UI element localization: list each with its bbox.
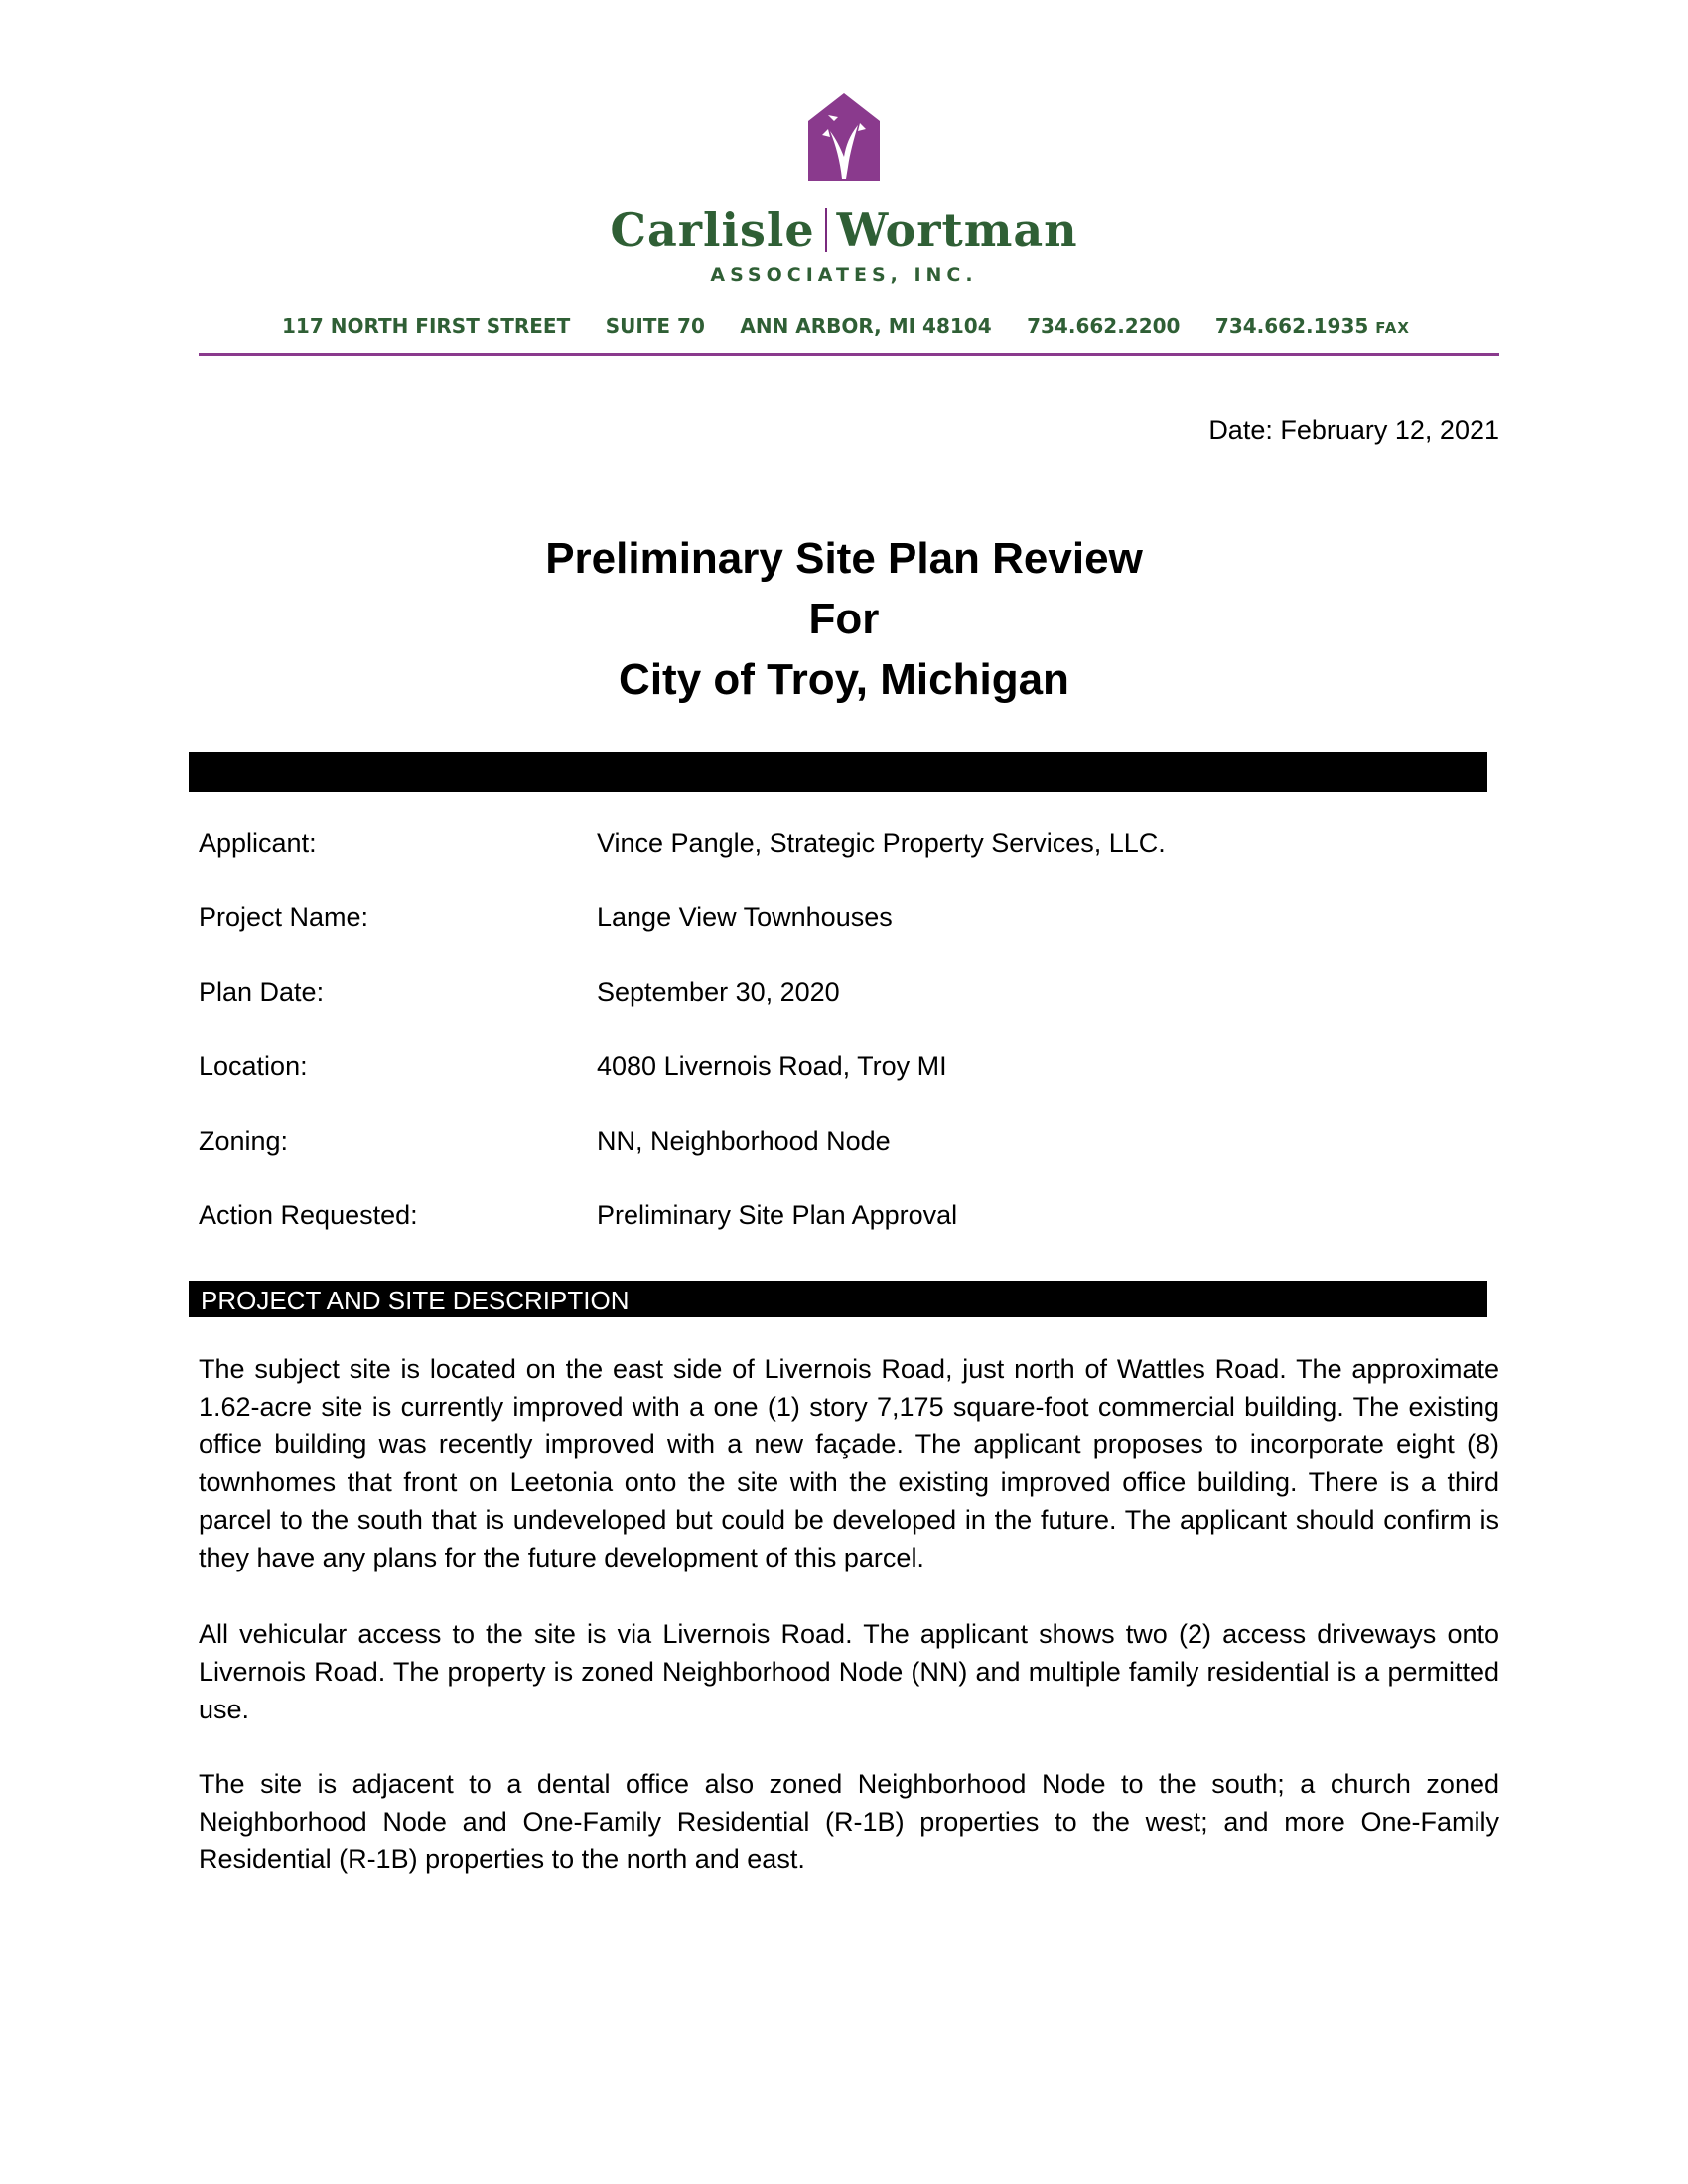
address-fax [1215,314,1410,338]
brand-divider [825,208,827,252]
header-divider-bar [189,752,1487,792]
address-bar [282,314,1410,338]
paragraph-access: All vehicular access to the site is via Livernois Road. The applicant shows two (2) access driveways onto Livernois Road. The property is zoned Neighborhood Node (NN) and multiple family residential is a permitted use. [199,1619,1499,1724]
info-label: Action Requested: [199,1200,418,1230]
info-value: Preliminary Site Plan Approval [597,1200,958,1230]
document-title [0,528,1688,710]
info-value: NN, Neighborhood Node [597,1126,891,1156]
title-line-2: For [808,595,880,643]
paragraph-site-description: The subject site is located on the east side of Livernois Road, just north of Wattles Road. The approximate 1.62-acre site is currently improved with a one (1) story 7,175 square-foot commercial building. The existing office building was recently improved with a new façade. The applicant proposes to incorporate eight (8) townhomes that front on Leetonia onto the site with the existing improved office building. There is a third parcel to the south that is undeveloped but could be developed in the future. The applicant should confirm is they have any plans for the future development of this parcel. [199,1354,1499,1572]
info-label: Plan Date: [199,977,325,1007]
company-subtitle: ASSOCIATES, INC. [710,264,978,286]
fax-label: FAX [1375,319,1410,337]
house-leaf-icon [806,91,882,183]
document-date: Date: February 12, 2021 [1208,415,1499,445]
address-phone: 734.662.2200 [1027,314,1181,338]
paragraph-adjacent-uses: The site is adjacent to a dental office also zoned Neighborhood Node to the south; a church zoned Neighborhood Node and One-Family Residential (R-1B) properties to the west; and more One-Family Residential (R-1B) properties to the north and east. [199,1769,1499,1874]
info-label: Applicant: [199,828,317,858]
letterhead-divider [199,353,1499,356]
fax-number: 734.662.1935 [1214,314,1369,338]
info-label: Location: [199,1051,308,1081]
address-street: 117 NORTH FIRST STREET [282,314,571,338]
info-value: September 30, 2020 [597,977,840,1007]
company-logo [0,91,1688,183]
info-value: Vince Pangle, Strategic Property Services, LLC. [597,828,1166,858]
brand-right: Wortman [836,204,1078,257]
title-line-1: Preliminary Site Plan Review [545,534,1143,583]
section-heading: PROJECT AND SITE DESCRIPTION [189,1281,1487,1317]
company-name [0,204,1688,257]
info-value: 4080 Livernois Road, Troy MI [597,1051,947,1081]
info-value: Lange View Townhouses [597,902,893,932]
brand-left: Carlisle [610,204,815,257]
info-label: Project Name: [199,902,369,932]
address-suite: SUITE 70 [605,314,705,338]
title-line-3: City of Troy, Michigan [619,655,1069,704]
address-city: ANN ARBOR, MI 48104 [740,314,992,338]
info-label: Zoning: [199,1126,289,1156]
